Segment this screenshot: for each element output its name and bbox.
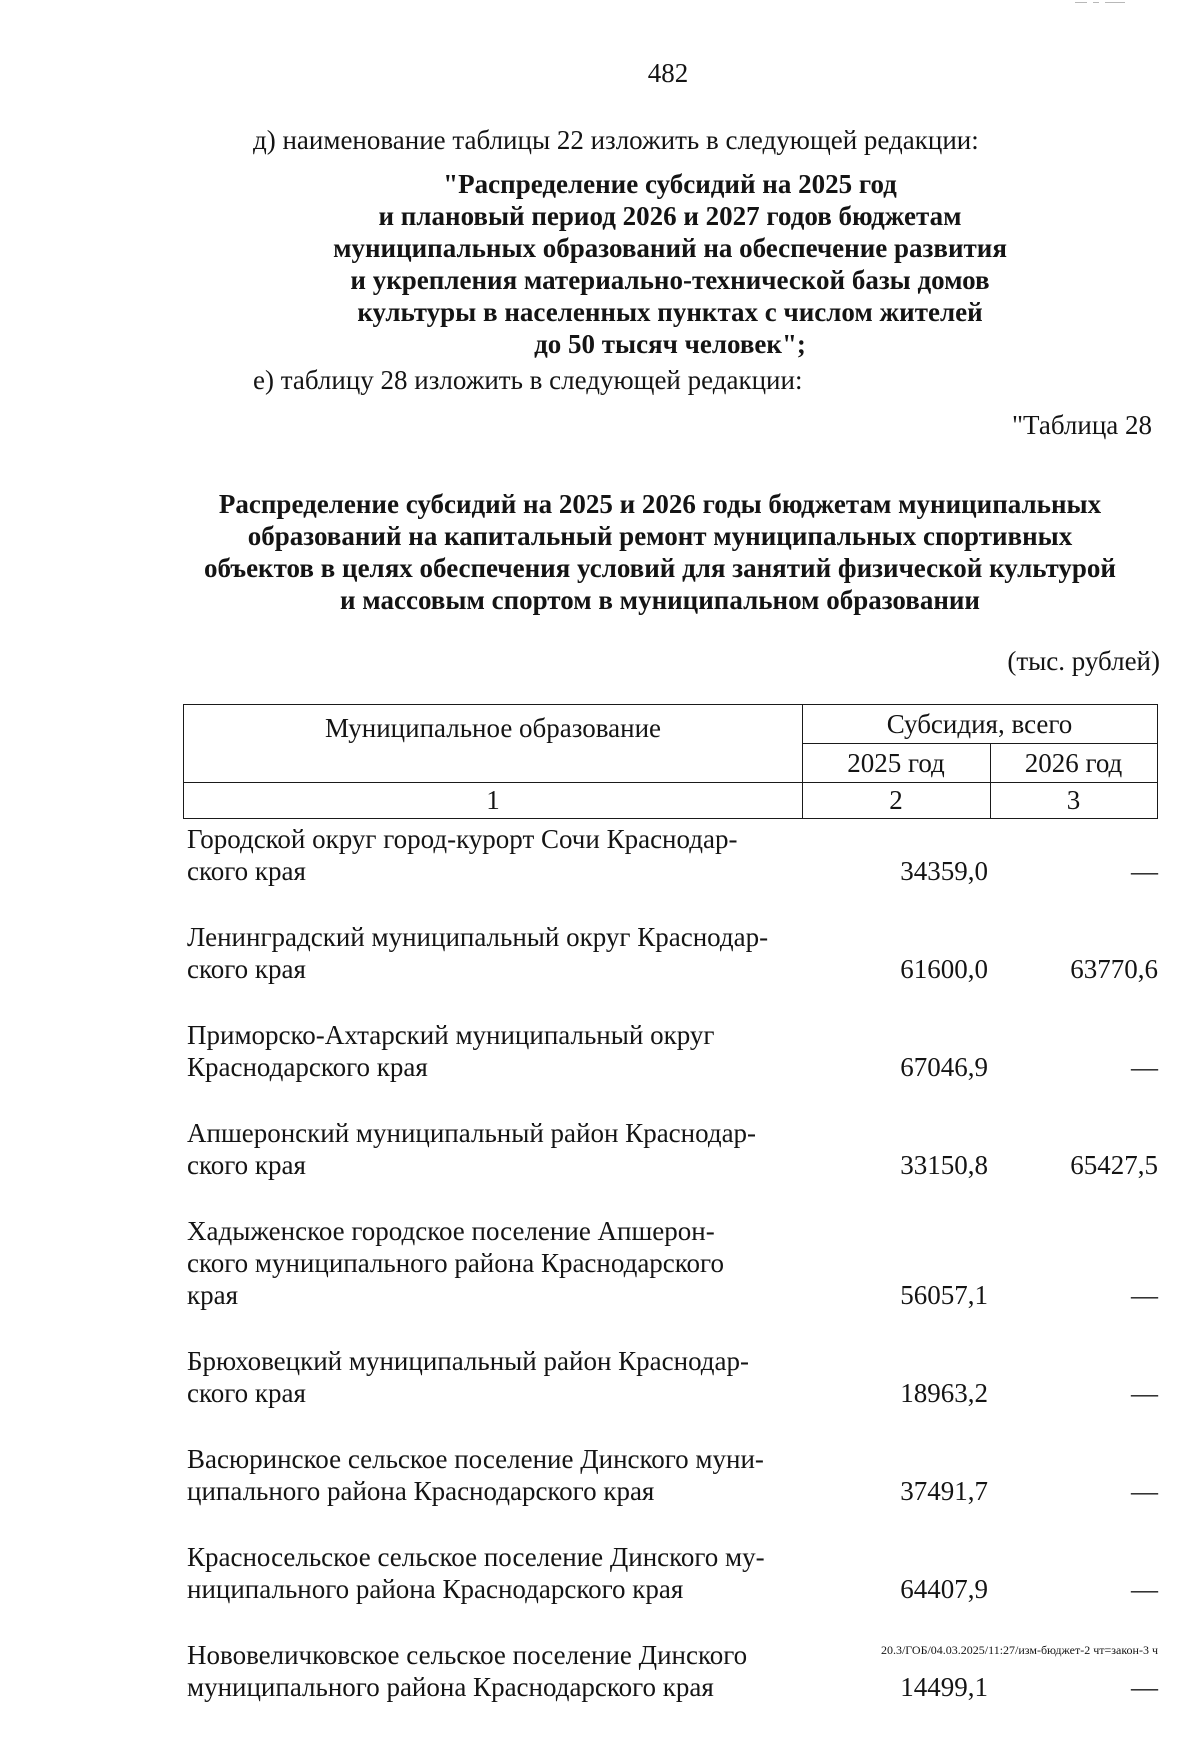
subsidy-2026-value: 65427,5 (1070, 1150, 1158, 1180)
subsidy-2026-value: — (1131, 856, 1158, 886)
municipality-name-line: Апшеронский муниципальный район Краснодар- (187, 1118, 757, 1148)
header-2025: 2025 год (847, 748, 945, 778)
table-title-line: образований на капитальный ремонт муниципальных спортивных (247, 521, 1073, 551)
table-row (187, 1019, 1158, 1083)
subsidy-2026-value: — (1131, 1476, 1158, 1506)
municipality-name (187, 1639, 807, 1703)
subsidy-2026-value: — (1131, 1672, 1158, 1702)
page-number: 482 (647, 58, 689, 88)
subsidy-2025-value: 37491,7 (900, 1476, 988, 1506)
header-col-number-3: 3 (1066, 785, 1081, 815)
paragraph-e: е) таблицу 28 изложить в следующей редакции: (253, 365, 803, 395)
header-col-number-1: 1 (486, 785, 500, 815)
subsidy-2026-value: — (1131, 1280, 1158, 1310)
municipality-name-line: Хадыженское городское поселение Апшерон- (187, 1216, 715, 1246)
quoted-title-line: и укрепления материально-технической базы домов (350, 265, 990, 295)
table-title-line: объектов в целях обеспечения условий для занятий физической культурой (204, 553, 1116, 583)
quoted-title-line: "Распределение субсидий на 2025 год (443, 169, 897, 199)
subsidy-2025-value: 14499,1 (900, 1672, 988, 1702)
subsidy-2026-value: — (1131, 1052, 1158, 1082)
subsidy-2025-value: 33150,8 (900, 1150, 988, 1180)
paragraph-d: д) наименование таблицы 22 изложить в следующей редакции: (253, 125, 979, 155)
municipality-name-line: ского края (187, 954, 306, 984)
municipality-name-line: ского муниципального района Краснодарского (187, 1248, 724, 1278)
municipality-name (187, 1019, 807, 1083)
table-row (187, 1541, 1158, 1605)
municipality-name-line: края (187, 1280, 239, 1310)
table-row (187, 1215, 1158, 1311)
municipality-name (187, 1345, 807, 1409)
municipality-name-line: Краснодарского края (187, 1052, 428, 1082)
municipality-name (187, 1443, 807, 1507)
municipality-name-line: Городской округ город-курорт Сочи Краснодар- (187, 824, 738, 854)
municipality-name-line: муниципального района Краснодарского края (187, 1672, 714, 1702)
units-label: (тыс. рублей) (1007, 646, 1160, 676)
table-row (187, 1443, 1158, 1507)
table-row (187, 921, 1158, 985)
subsidy-2025-value: 34359,0 (900, 856, 988, 886)
table-row (187, 1117, 1158, 1181)
table-row (187, 823, 1158, 887)
subsidy-2026-value: 63770,6 (1070, 954, 1158, 984)
quoted-title-line: муниципальных образований на обеспечение развития (333, 233, 1007, 263)
municipality-name-line: ципального района Краснодарского края (187, 1476, 655, 1506)
municipality-name (187, 823, 807, 887)
subsidy-2026-value: — (1131, 1574, 1158, 1604)
quoted-table-22-title (260, 168, 1080, 360)
header-col-number-2: 2 (889, 785, 903, 815)
table-28-title (150, 488, 1170, 616)
header-municipality: Муниципальное образование (324, 713, 662, 743)
table-28-label: "Таблица 28 (1012, 410, 1152, 440)
subsidy-2025-value: 64407,9 (900, 1574, 988, 1604)
quoted-title-line: культуры в населенных пунктах с числом жителей (357, 297, 983, 327)
scan-corner-mark (1075, 2, 1125, 6)
municipality-name-line: Нововеличковское сельское поселение Динского (187, 1640, 748, 1670)
subsidy-2025-value: 61600,0 (900, 954, 988, 984)
municipality-name (187, 921, 807, 985)
table-header (183, 704, 1158, 819)
document-footer: 20.3/ГОБ/04.03.2025/11:27/изм-бюджет-2 чт=закон-3 ч (880, 1643, 1158, 1657)
table-title-line: Распределение субсидий на 2025 и 2026 годы бюджетам муниципальных (218, 489, 1102, 519)
municipality-name-line: ского края (187, 1378, 306, 1408)
quoted-title-line: до 50 тысяч человек"; (534, 329, 806, 359)
quoted-title-line: и плановый период 2026 и 2027 годов бюджетам (378, 201, 962, 231)
municipality-name-line: Приморско-Ахтарский муниципальный округ (187, 1020, 715, 1050)
table-title-line: и массовым спортом в муниципальном образовании (340, 585, 980, 615)
municipality-name-line: ского края (187, 1150, 306, 1180)
header-subsidy-total: Субсидия, всего (886, 709, 1073, 739)
municipality-name-line: Ленинградский муниципальный округ Краснодар- (187, 922, 769, 952)
header-2026: 2026 год (1024, 748, 1123, 778)
table-body (187, 823, 1158, 1737)
municipality-name (187, 1117, 807, 1181)
municipality-name-line: ниципального района Краснодарского края (187, 1574, 684, 1604)
municipality-name (187, 1215, 807, 1311)
municipality-name-line: Брюховецкий муниципальный район Краснодар- (187, 1346, 750, 1376)
subsidy-2025-value: 56057,1 (900, 1280, 988, 1310)
subsidy-2026-value: — (1131, 1378, 1158, 1408)
table-row (187, 1345, 1158, 1409)
subsidy-2025-value: 67046,9 (900, 1052, 988, 1082)
municipality-name-line: Красносельское сельское поселение Динского му- (187, 1542, 765, 1572)
subsidy-2025-value: 18963,2 (900, 1378, 988, 1408)
municipality-name-line: ского края (187, 856, 306, 886)
municipality-name (187, 1541, 807, 1605)
municipality-name-line: Васюринское сельское поселение Динского муни- (187, 1444, 764, 1474)
